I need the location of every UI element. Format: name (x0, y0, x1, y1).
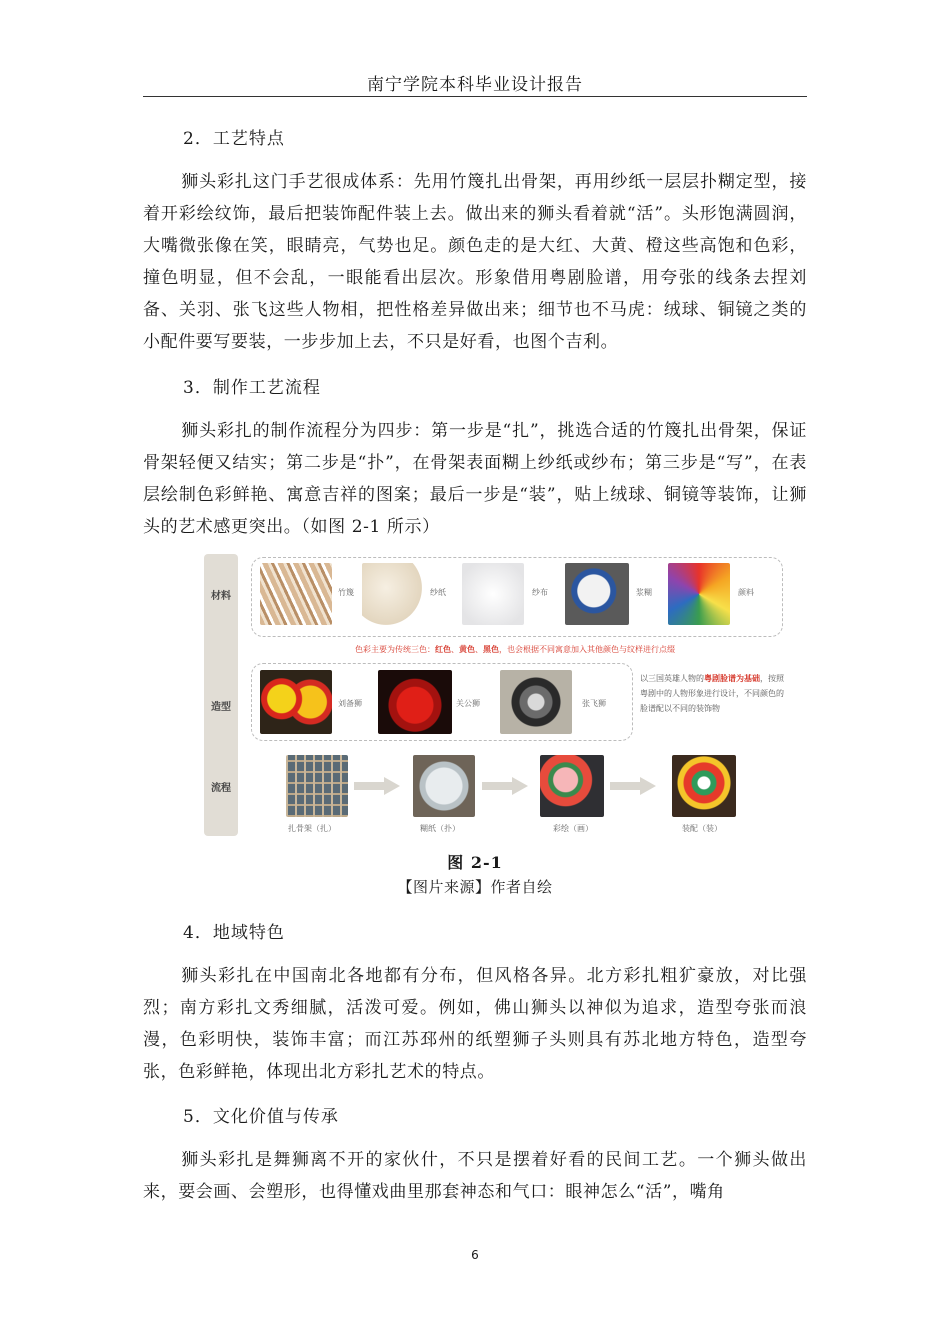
section-heading-3: 3．制作工艺流程 (183, 378, 321, 398)
gauze-cloth-photo (462, 563, 524, 625)
lion-label-liubei: 刘备狮 (338, 699, 362, 708)
row-label-process: 流程 (211, 783, 231, 794)
step-label-2: 糊纸（扑） (420, 824, 460, 833)
paper-pasting-photo (413, 755, 475, 817)
row-label-modeling: 造型 (211, 702, 231, 713)
painting-photo (540, 755, 604, 817)
step-label-3: 彩绘（画） (553, 824, 593, 833)
section-paragraph-5: 狮头彩扎是舞狮离不开的家伙什，不只是摆着好看的民间工艺。一个狮头做出来，要会画、会塑形，也得懂戏曲里那套神态和气口：眼神怎么“活”，嘴角 (143, 1150, 807, 1202)
color-note-sep: 、 (451, 645, 459, 654)
section-paragraph-4: 狮头彩扎在中国南北各地都有分布，但风格各异。北方彩扎粗犷豪放，对比强烈；南方彩扎文秀细腻，活泼可爱。例如，佛山狮头以神似为追求，造型夸张而浪漫，色彩明快，装饰丰富；而江苏邳州的纸塑狮子头则具有苏北地方特色，造型夸张，色彩鲜艳，体现出北方彩扎艺术的特点。 (143, 966, 807, 1082)
figure-source: 【图片来源】作者自绘 (397, 878, 553, 896)
material-label-bamboo: 竹篾 (338, 588, 354, 597)
page-number: 6 (471, 1248, 479, 1262)
section-paragraph-2: 狮头彩扎这门手艺很成体系：先用竹篾扎出骨架，再用纱纸一层层扑糊定型，接着开彩绘纹饰，最后把装饰配件装上去。做出来的狮头看着就“活”。头形饱满圆润，大嘴微张像在笑，眼睛亮，气势也足。颜色走的是大红、大黄、橙这些高饱和色彩，撞色明显，但不会乱，一眼能看出层次。形象借用粤剧脸谱，用夸张的线条去捏刘备、关羽、张飞这些人物相，把性格差异做出来；细节也不马虎：绒球、铜镜之类的小配件要写要装，一步步加上去，不只是好看，也图个吉利。 (143, 172, 807, 352)
lion-label-guangong: 关公狮 (456, 699, 480, 708)
color-note-black: 黑色 (483, 645, 499, 654)
lion-label-zhangfei: 张飞狮 (582, 699, 606, 708)
color-note-prefix: 色彩主要为传统三色： (355, 645, 435, 654)
modeling-side-note (640, 671, 788, 716)
step-arrow-1-icon (354, 777, 400, 795)
frame-binding-photo (286, 755, 348, 817)
material-label-paste: 浆糊 (636, 588, 652, 597)
gauze-paper-photo (362, 563, 422, 625)
liu-bei-lion-photo (260, 670, 332, 734)
step-arrow-3-icon (610, 777, 656, 795)
row-label-materials: 材料 (211, 591, 231, 602)
running-header: 南宁学院本科毕业设计报告 (367, 75, 583, 95)
header-rule (143, 96, 807, 97)
step-arrow-2-icon (482, 777, 528, 795)
color-note (280, 644, 750, 655)
pigments-photo (668, 563, 730, 625)
step-label-4: 装配（装） (682, 824, 722, 833)
color-note-suffix: ，也会根据不同寓意加入其他颜色与纹样进行点缀 (499, 645, 675, 654)
color-note-yellow: 黄色 (459, 645, 475, 654)
color-note-red: 红色 (435, 645, 451, 654)
guan-gong-lion-photo (378, 670, 452, 734)
material-label-paper: 纱纸 (430, 588, 446, 597)
side-note-highlight: 粤剧脸谱为基础 (704, 674, 760, 683)
paste-bowl-photo (565, 563, 629, 625)
section-heading-5: 5．文化价值与传承 (183, 1107, 339, 1127)
color-note-sep: 、 (475, 645, 483, 654)
side-note-part1: 以三国英雄人物的 (640, 674, 704, 683)
section-heading-2: 2．工艺特点 (183, 129, 285, 149)
material-label-cloth: 纱布 (532, 588, 548, 597)
step-label-1: 扎骨架（扎） (288, 824, 336, 833)
section-heading-4: 4．地域特色 (183, 923, 285, 943)
material-label-pigment: 颜料 (738, 588, 754, 597)
assembly-photo (672, 755, 736, 817)
bamboo-strips-photo (260, 563, 332, 625)
side-note-part2: ，按照粤剧中的人物形象进行设计，不同颜色的脸谱配以不同的装饰物 (640, 674, 784, 713)
figure-title: 图 2-1 (447, 853, 503, 872)
zhang-fei-lion-photo (500, 670, 572, 734)
section-paragraph-3: 狮头彩扎的制作流程分为四步：第一步是“扎”，挑选合适的竹篾扎出骨架，保证骨架轻便又结实；第二步是“扑”，在骨架表面糊上纱纸或纱布；第三步是“写”，在表层绘制色彩鲜艳、寓意吉祥的图案；最后一步是“装”，贴上绒球、铜镜等装饰，让狮头的艺术感更突出。（如图 2-1 所示） (143, 421, 807, 537)
figure-2-1 (204, 551, 790, 838)
